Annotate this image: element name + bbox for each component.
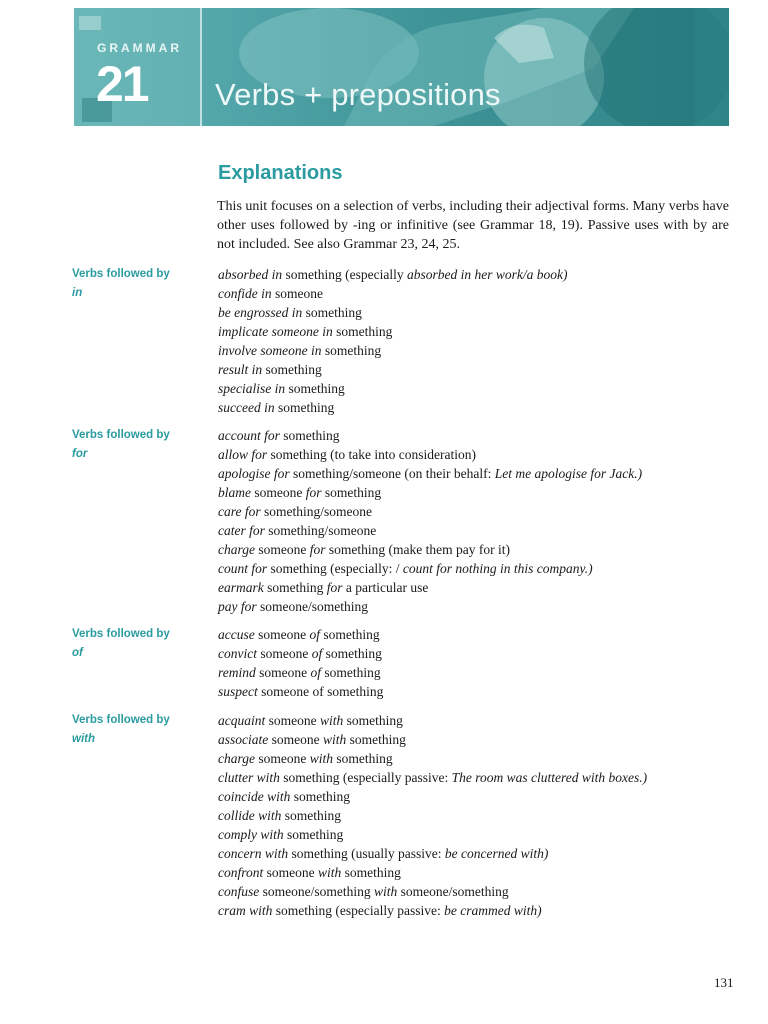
plain-text: something [274, 400, 335, 415]
plain-text: something/someone (on their behalf: [289, 466, 495, 481]
italic-text: count for nothing in this company.) [402, 561, 593, 576]
plain-text: someone [255, 542, 310, 557]
plain-text: something/someone [260, 504, 372, 519]
italic-text: apologise for [218, 466, 290, 481]
italic-text: with [309, 751, 334, 766]
plain-text: something [346, 732, 406, 747]
verb-entry [218, 825, 738, 844]
plain-text: something/someone [264, 523, 377, 538]
italic-text: implicate someone in [218, 324, 333, 339]
italic-text: count for [218, 561, 268, 576]
plain-text: something [285, 381, 345, 396]
plain-text: something (to take into consideration) [267, 447, 476, 462]
plain-text: someone/something [259, 884, 374, 899]
plain-text: a particular use [342, 580, 429, 595]
italic-text: with [323, 732, 347, 747]
plain-text: something [279, 428, 340, 443]
italic-text: earmark [218, 580, 264, 595]
entry-list [218, 711, 738, 920]
plain-text: something (make them pay for it) [325, 542, 510, 557]
italic-text: be engrossed in [218, 305, 303, 320]
italic-text: coincide with [218, 789, 291, 804]
plain-text: someone [271, 286, 323, 301]
plain-text: something [321, 665, 381, 680]
section-label-text: Verbs followed by [72, 714, 170, 726]
plain-text: something [321, 343, 382, 358]
entry-list [218, 625, 738, 701]
verb-entry [218, 341, 738, 360]
plain-text: something [322, 646, 382, 661]
plain-text: someone [256, 646, 312, 661]
verb-entry [218, 284, 738, 303]
plain-text: someone [255, 751, 310, 766]
verb-entry [218, 578, 738, 597]
italic-text: confront [218, 865, 264, 880]
plain-text: something [321, 485, 382, 500]
italic-text: with [318, 865, 342, 880]
italic-text: confide in [218, 286, 272, 301]
verb-entry [218, 597, 738, 616]
plain-text: someone/something [397, 884, 509, 899]
italic-text: cater for [218, 523, 265, 538]
section-label [72, 265, 170, 303]
italic-text: confuse [218, 884, 260, 899]
plain-text: something [263, 580, 327, 595]
section-label-text: Verbs followed by [72, 268, 170, 280]
italic-text: specialise in [218, 381, 286, 396]
italic-text: for [326, 580, 343, 595]
italic-text: care for [218, 504, 261, 519]
plain-text: something [262, 362, 322, 377]
verb-entry [218, 711, 738, 730]
italic-text: succeed in [218, 400, 275, 415]
plain-text: something (especially [282, 267, 407, 282]
italic-text: allow for [218, 447, 268, 462]
plain-text: someone [255, 665, 311, 680]
verb-entry [218, 360, 738, 379]
italic-text: cram with [218, 903, 273, 918]
plain-text: something (especially passive: [272, 903, 445, 918]
plain-text: something [343, 713, 403, 728]
plain-text: something (especially: / [267, 561, 403, 576]
italic-text: convict [218, 646, 257, 661]
verb-entry [218, 303, 738, 322]
intro-paragraph [217, 197, 729, 254]
verb-entry [218, 322, 738, 341]
verb-entry [218, 644, 738, 663]
verb-entry [218, 265, 738, 284]
italic-text: blame [218, 485, 251, 500]
italic-text: for [305, 485, 322, 500]
section-label [72, 625, 170, 663]
section-preposition: with [72, 733, 95, 745]
italic-text: absorbed in her work/a book) [406, 267, 568, 282]
italic-text: concern with [218, 846, 289, 861]
italic-text: absorbed in [218, 267, 283, 282]
unit-banner [74, 8, 729, 126]
verb-entry [218, 398, 738, 417]
italic-text: clutter with [218, 770, 280, 785]
plain-text: something (especially passive: [279, 770, 452, 785]
italic-text: -ing [352, 218, 376, 233]
verb-entry [218, 730, 738, 749]
plain-text: something [320, 627, 380, 642]
entry-list [218, 265, 738, 417]
banner-divider [200, 8, 202, 126]
italic-text: with [374, 884, 398, 899]
plain-text: someone [265, 713, 320, 728]
section-preposition: of [72, 647, 83, 659]
verb-entry [218, 379, 738, 398]
page-number: 131 [714, 975, 734, 990]
italic-text: collide with [218, 808, 282, 823]
plain-text: something [333, 751, 393, 766]
italic-text: account for [218, 428, 280, 443]
italic-text: result in [218, 362, 263, 377]
italic-text: of [309, 627, 320, 642]
plain-text: This unit focuses on a selection of verbs, including their adjectival forms. Many verbs have other uses followed by [217, 199, 729, 233]
verb-entry [218, 682, 738, 701]
italic-text: comply with [218, 827, 284, 842]
verb-entry [218, 502, 738, 521]
italic-text: suspect [218, 684, 258, 699]
verb-entry [218, 559, 738, 578]
verb-entry [218, 483, 738, 502]
plain-text: something [332, 324, 393, 339]
section-heading: Explanations [218, 162, 343, 184]
plain-text: something [290, 789, 350, 804]
verb-entry [218, 625, 738, 644]
grammar-label: GRAMMAR [97, 41, 182, 55]
plain-text: something [283, 827, 344, 842]
plain-text: something [341, 865, 401, 880]
plain-text: someone [263, 865, 318, 880]
verb-entry [218, 882, 738, 901]
italic-text: The room was cluttered with boxes.) [451, 770, 648, 785]
entry-list [218, 426, 738, 616]
verb-entry [218, 426, 738, 445]
plain-text: something [281, 808, 341, 823]
unit-title: Verbs + prepositions [215, 77, 501, 112]
italic-text: with [320, 713, 344, 728]
italic-text: associate [218, 732, 269, 747]
verb-entry [218, 768, 738, 787]
italic-text: of [310, 665, 322, 680]
italic-text: involve someone in [218, 343, 322, 358]
plain-text: someone [268, 732, 323, 747]
italic-text: by [693, 218, 708, 233]
section-preposition: in [72, 287, 83, 299]
plain-text: something [302, 305, 362, 320]
italic-text: charge [218, 751, 255, 766]
verb-entry [218, 787, 738, 806]
unit-number: 21 [96, 56, 148, 112]
plain-text: someone of something [257, 684, 384, 699]
italic-text: be concerned with) [444, 846, 549, 861]
plain-text: someone [254, 627, 310, 642]
italic-text: for [309, 542, 326, 557]
plain-text: someone/something [256, 599, 368, 614]
italic-text: charge [218, 542, 255, 557]
section-preposition: for [72, 448, 88, 460]
italic-text: accuse [218, 627, 255, 642]
verb-entry [218, 540, 738, 559]
verb-entry [218, 863, 738, 882]
verb-entry [218, 844, 738, 863]
section-label [72, 711, 170, 749]
verb-entry [218, 445, 738, 464]
italic-text: acquaint [218, 713, 266, 728]
verb-entry [218, 806, 738, 825]
plain-text: something (usually passive: [288, 846, 445, 861]
verb-entry [218, 901, 738, 920]
section-label-text: Verbs followed by [72, 429, 170, 441]
section-label-text: Verbs followed by [72, 628, 170, 640]
italic-text: Let me apologise for Jack.) [494, 466, 643, 481]
italic-text: pay for [218, 599, 257, 614]
plain-text: or infinitive (see Grammar 18, 19). Passive uses with [375, 218, 694, 233]
section-label [72, 426, 170, 464]
italic-text: be crammed with) [444, 903, 542, 918]
verb-entry [218, 521, 738, 540]
italic-text: remind [218, 665, 256, 680]
verb-entry [218, 663, 738, 682]
plain-text: are not included. See also Grammar 23, 24, 25. [217, 218, 729, 252]
plain-text: someone [251, 485, 306, 500]
italic-text: of [311, 646, 323, 661]
verb-entry [218, 464, 738, 483]
verb-entry [218, 749, 738, 768]
